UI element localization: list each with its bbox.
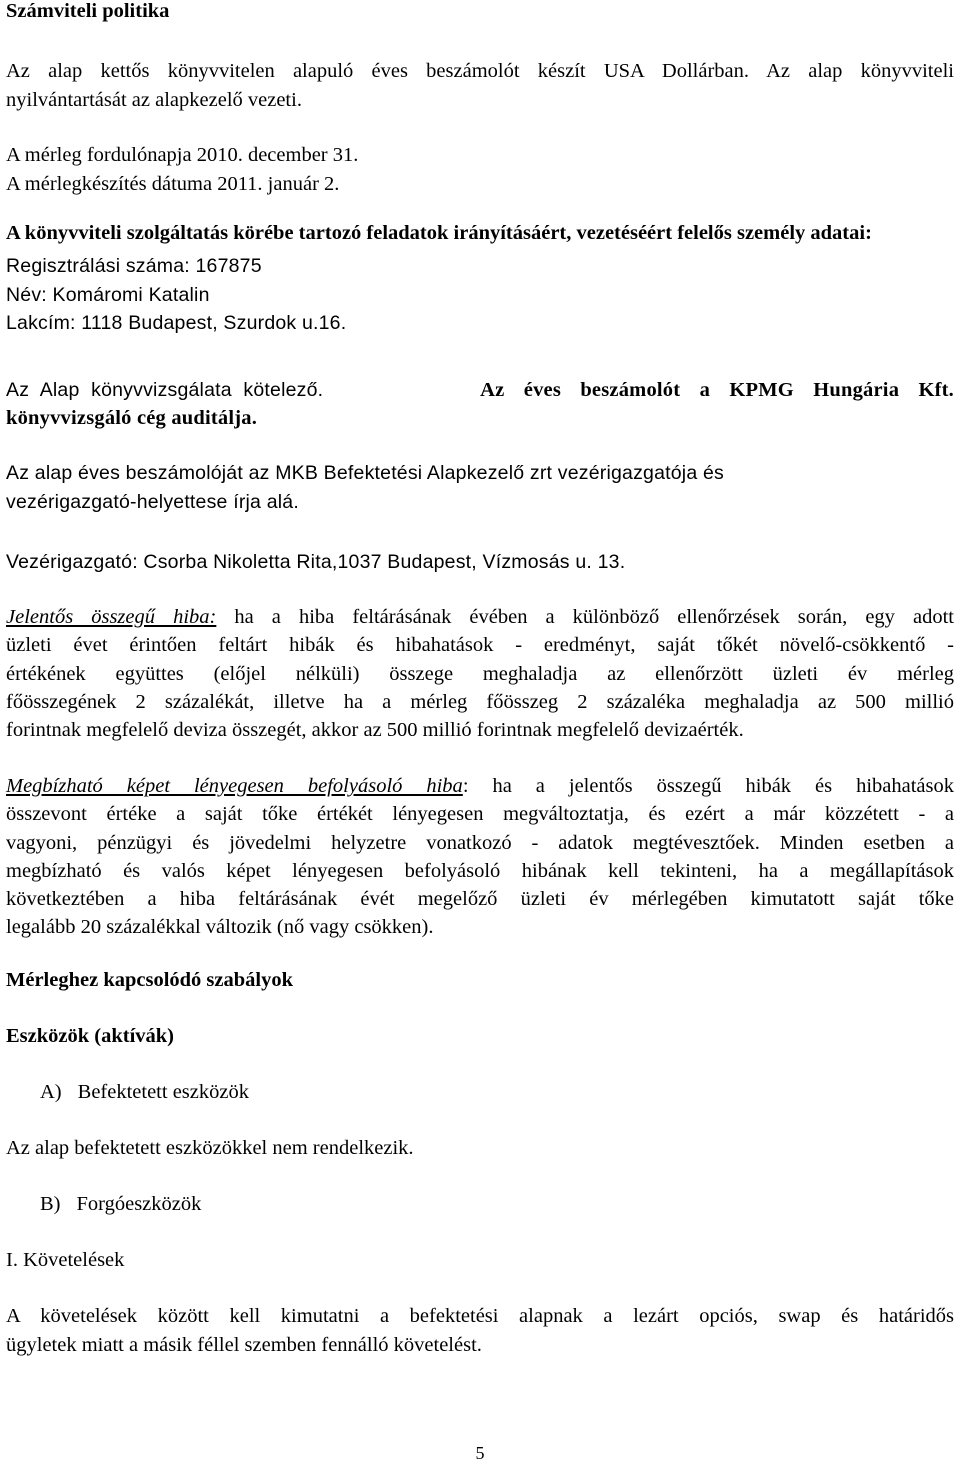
receivables-paragraph: A követelések között kell kimutatni a befektetési alapnak a lezárt opciós, swap és határidős ügyletek miatt a másik féllel szemben fennálló követelést.: [6, 1305, 954, 1356]
fixed-assets-heading: A) Befektetett eszközök: [40, 1081, 249, 1103]
ceo-line: Vezérigazgató: Csorba Nikoletta Rita,1037 Budapest, Vízmosás u. 13.: [6, 551, 626, 573]
registration-number: Regisztrálási száma: 167875: [6, 255, 262, 277]
currency-paragraph: Az alap kettős könyvvitelen alapuló éves beszámolót készít USA Dollárban. Az alap könyvviteli nyilvántartását az alapkezelő vezeti.: [6, 60, 954, 111]
material-error-term: Megbízható képet lényegesen befolyásoló hiba: [6, 775, 463, 797]
significant-error-term: Jelentős összegű hiba:: [6, 606, 217, 628]
signing-paragraph: Az alap éves beszámolóját az MKB Befektetési Alapkezelő zrt vezérigazgatója és vezérigazgató-helyettese írja alá.: [6, 462, 724, 513]
audit-paragraph: Az Alap könyvvizsgálata kötelező. Az éves beszámolót a KPMG Hungária Kft. könyvvizsgáló cég auditálja.: [6, 379, 954, 429]
material-error-paragraph: Megbízható képet lényegesen befolyásoló hiba: ha a jelentős összegű hibák és hibahatások összevont értéke a saját tőke értékét lényegesen megváltoztatja, és ezért a már közzétett - a vagyoni, pénzügyi és jövedelmi helyzetre vonatkozó - adatok megtévesztőek. Minden esetben a megbízható és valós képet lényegesen befolyásoló hibának kell tekinteni, ha a megállapítások következtében a hiba feltárásának évét megelőző üzleti év mérlegében kimutatott saját tőke legalább 20 százalékkal változik (nő vagy csökken).: [6, 775, 954, 939]
significant-error-paragraph: Jelentős összegű hiba: ha a hiba feltárásának évében a különböző ellenőrzések során, egy adott üzleti évet érintően feltárt hibák és hibahatások - eredményt, saját tőkét növelő-csökkentő - értékének együttes (előjel nélküli) összege meghaladja az ellenőrzött üzleti év mérleg főösszegének 2 százalékát, illetve ha a mérleg főösszeg 2 százaléka meghaladja az 500 millió forintnak megfelelő deviza összegét, akkor az 500 millió forintnak megfelelő devizaérték.: [6, 606, 954, 742]
dates-paragraph: A mérleg fordulónapja 2010. december 31. A mérlegkészítés dátuma 2011. január 2.: [6, 144, 359, 195]
receivables-heading: I. Követelések: [6, 1249, 125, 1271]
person-name: Név: Komáromi Katalin: [6, 283, 210, 306]
responsible-person-heading: A könyvviteli szolgáltatás körébe tartozó feladatok irányításáért, vezetéséért felelős személy adatai:: [6, 222, 872, 244]
current-assets-heading: B) Forgóeszközök: [40, 1193, 202, 1215]
responsible-person-details: [6, 252, 954, 338]
page-title: Számviteli politika: [6, 0, 170, 22]
assets-heading: Eszközök (aktívák): [6, 1025, 175, 1047]
fixed-assets-text: Az alap befektetett eszközökkel nem rendelkezik.: [6, 1137, 414, 1159]
person-address: Lakcím: 1118 Budapest, Szurdok u.16.: [6, 312, 347, 335]
page-number: 5: [475, 1443, 485, 1463]
balance-rules-heading: Mérleghez kapcsolódó szabályok: [6, 969, 293, 991]
